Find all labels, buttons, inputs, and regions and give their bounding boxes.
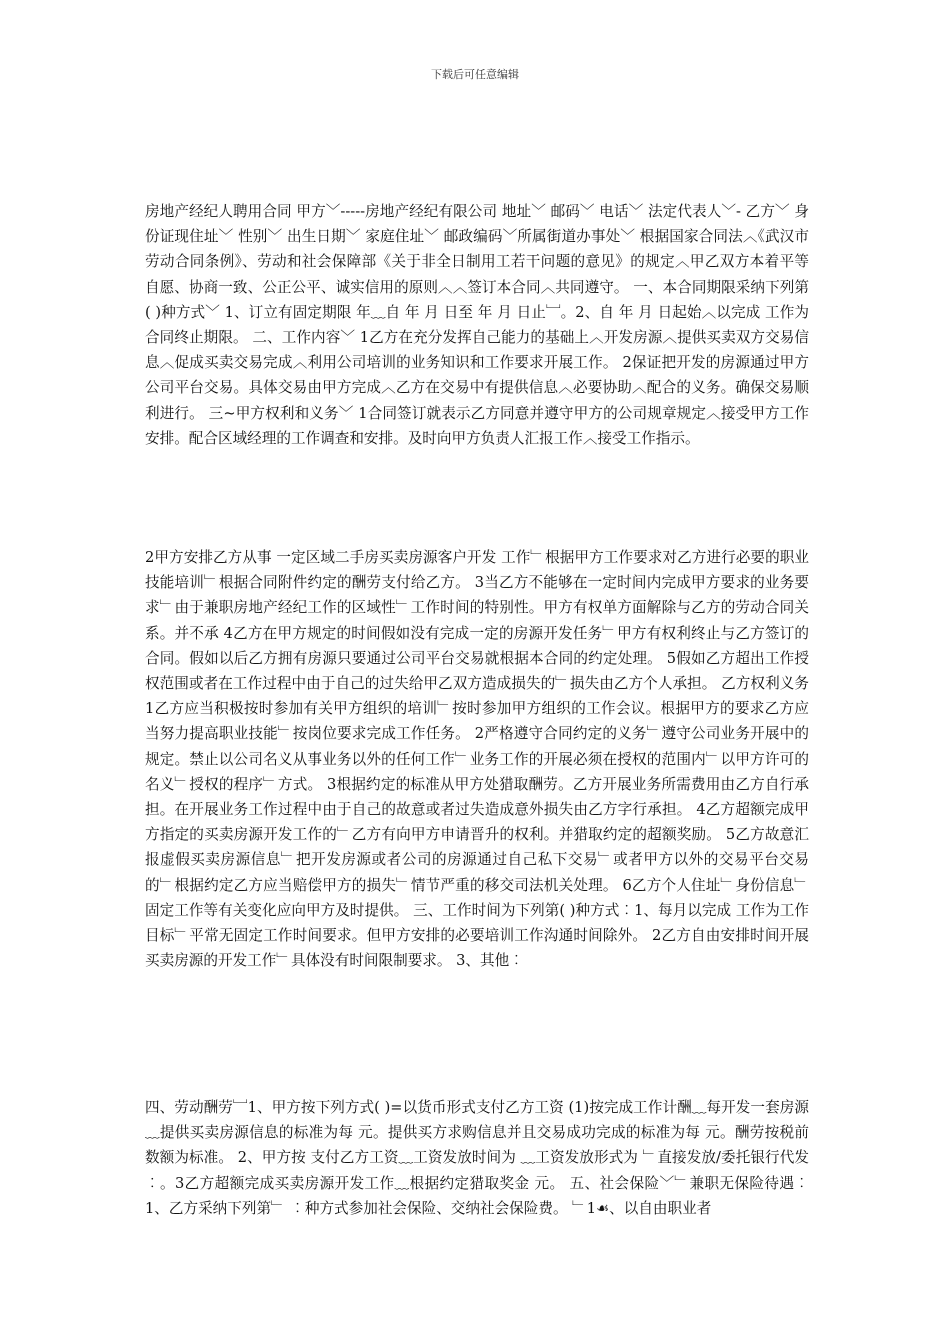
paragraph-text: 2甲方安排乙方从事 一定区域二手房买卖房源客户开发 工作﹂根据甲方工作要求对乙方进行必要的职业技能培训﹂根据合同附件约定的酬劳支付给乙方。 3当乙方不能够在一定时间内完成甲方要求的业务要求﹂由于兼职房地产经纪工作的区域性﹂工作时间的特别性。甲方有权单方面解除与乙方的劳动合同关系。并不承 4乙方在甲方规定的时间假如没有完成一定的房源开发任务﹂甲方有权利终止与乙方签订的合同。假如以后乙方拥有房源只要通过公司平台交易就根据本合同的约定处理。 5假如乙方超出工作授权范围或者在工作过程中由于自己的过失给甲乙双方造成损失的﹂损失由乙方个人承担。 乙方权利义务1乙方应当积极按时参加有关甲方组织的培训﹂按时参加甲方组织的工作会议。根据甲方的要求乙方应当努力提高职业技能﹂按岗位要求完成工作任务。 2严格遵守合同约定的义务﹂遵守公司业务开展中的规定。禁止以公司名义从事业务以外的任何工作﹂业务工作的开展必须在授权的范围内﹂以甲方许可的名义﹂授权的程序﹂方式。 3根据约定的标准从甲方处猎取酬劳。乙方开展业务所需费用由乙方自行承担。在开展业务工作过程中由于自己的故意或者过失造成意外损失由乙方字行承担。 4乙方超额完成甲方指定的买卖房源开发工作的﹂乙方有向甲方申请晋升的权利。并猎取约定的超额奖励。 5乙方故意汇报虚假买卖房源信息﹂把开发房源或者公司的房源通过自己私下交易﹂或者甲方以外的交易平台交易的﹂根据约定乙方应当赔偿甲方的损失﹂情节严重的移交司法机关处理。 6乙方个人住址﹂身份信息﹂固定工作等有关变化应向甲方及时提供。 三、工作时间为下列第( )种方式︰1、每月以完成 工作为工作目标﹂平常无固定工作时间要求。但甲方安排的必要培训工作沟通时间除外。 2乙方自由安排时间开展买卖房源的开发工作﹂具体没有时间限制要求。 3、其他︰ [145, 549, 809, 970]
contract-paragraph-2 [145, 545, 809, 973]
paragraph-text: 房地产经纪人聘用合同 甲方﹀-----房地产经纪有限公司 地址﹀ 邮码﹀ 电话﹀ 法定代表人﹀- 乙方﹀ 身份证现住址﹀ 性别﹀ 出生日期﹀ 家庭住址﹀ 邮政编码﹀所属街道办事处﹀ 根据国家合同法︿《武汉市劳动合同条例》、劳动和社会保障部《关于非全日制用工若干问题的意见》的规定︿甲乙双方本着平等自愿、协商一致、公正公平、诚实信用的原则︿︿签订本合同︿共同遵守。 一、本合同期限采纳下列第( )种方式﹀ 1、订立有固定期限 年﹏自 年 月 日至 年 月 日止﹈。2、自 年 月 日起始︿以完成 工作为合同终止期限。 二、工作内容﹀ 1乙方在充分发挥自己能力的基础上︿开发房源︿提供买卖双方交易信息︿促成买卖交易完成︿利用公司培训的业务知识和工作要求开展工作。 2保证把开发的房源通过甲方公司平台交易。具体交易由甲方完成︿乙方在交易中有提供信息︿必要协助︿配合的义务。确保交易顺利进行。 三~甲方权利和义务﹀ 1合同签订就表示乙方同意并遵守甲方的公司规章规定︿接受甲方工作安排。配合区域经理的工作调查和安排。及时向甲方负责人汇报工作︿接受工作指示。 [145, 203, 809, 447]
paragraph-text: 四、劳动酬劳﹈1、甲方按下列方式( )=以货币形式支付乙方工资 (1)按完成工作计酬﹏每开发一套房源﹏提供买卖房源信息的标准为每 元。提供买方求购信息并且交易成功完成的标准为每 元。酬劳按税前数额为标准。 2、甲方按 支付乙方工资﹏工资发放时间为 ﹏工资发放形式为 ﹂直接发放/委托银行代发︰。3乙方超额完成买卖房源开发工作﹏根据约定猎取奖金 元。 五、社会保险﹀﹂兼职无保险待遇︰1、乙方采纳下列第﹂ ︰种方式参加社会保险、交纳社会保险费。 ﹂1☙、以自由职业者 [145, 1099, 809, 1217]
contract-paragraph-3 [145, 1095, 809, 1221]
header-note: 下载后可任意编辑 [431, 68, 519, 81]
contract-paragraph-1 [145, 199, 809, 451]
